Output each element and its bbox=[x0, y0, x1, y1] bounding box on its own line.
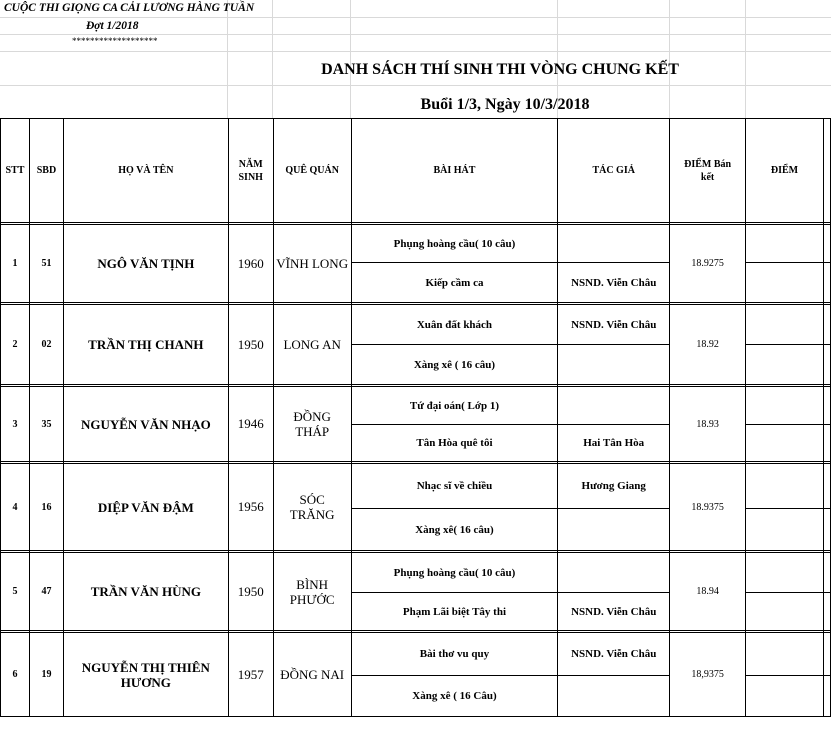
year-cell: 1957 bbox=[228, 633, 273, 717]
author-cell bbox=[558, 225, 670, 263]
song-cell: Xàng xê( 16 câu) bbox=[351, 509, 558, 551]
score-cell bbox=[746, 464, 824, 509]
stt-cell: 3 bbox=[1, 387, 30, 462]
page-title: DANH SÁCH THÍ SINH THI VÒNG CHUNG KẾT bbox=[321, 61, 679, 78]
stt-cell: 2 bbox=[1, 305, 30, 385]
stt-cell: 1 bbox=[1, 225, 30, 303]
blank-cell bbox=[823, 676, 830, 717]
col-header-sbd: SBD bbox=[29, 119, 63, 223]
hometown-cell: ĐỒNG NAI bbox=[273, 633, 351, 717]
author-cell bbox=[558, 553, 670, 593]
score-cell bbox=[746, 553, 824, 593]
hometown-cell: SÓC TRĂNG bbox=[273, 464, 351, 551]
contestant-table bbox=[0, 118, 831, 717]
col-header-stt: STT bbox=[1, 119, 30, 223]
song-cell: Xàng xê ( 16 Câu) bbox=[351, 676, 558, 717]
table-row bbox=[1, 633, 831, 676]
stt-cell: 6 bbox=[1, 633, 30, 717]
song-cell: Xuân đất khách bbox=[351, 305, 558, 345]
col-header-semifinal: ĐIỂM Bán kết bbox=[670, 119, 746, 223]
star-divider: ******************* bbox=[72, 36, 158, 46]
gridline bbox=[0, 34, 831, 35]
author-cell bbox=[558, 387, 670, 425]
name-cell: TRẦN THỊ CHANH bbox=[63, 305, 228, 385]
author-cell: NSND. Viễn Châu bbox=[558, 305, 670, 345]
name-cell: NGUYỄN VĂN NHẠO bbox=[63, 387, 228, 462]
song-cell: Xàng xê ( 16 câu) bbox=[351, 345, 558, 385]
col-header-song: BÀI HÁT bbox=[351, 119, 558, 223]
col-header-year: NĂM SINH bbox=[228, 119, 273, 223]
semifinal-score-cell: 18.93 bbox=[670, 387, 746, 462]
table-row bbox=[1, 387, 831, 425]
author-cell: Hương Giang bbox=[558, 464, 670, 509]
blank-cell bbox=[823, 464, 830, 509]
song-cell: Phụng hoàng cầu( 10 câu) bbox=[351, 225, 558, 263]
year-cell: 1950 bbox=[228, 305, 273, 385]
song-cell: Tân Hòa quê tôi bbox=[351, 425, 558, 462]
score-cell bbox=[746, 263, 824, 303]
score-cell bbox=[746, 676, 824, 717]
author-cell: NSND. Viễn Châu bbox=[558, 633, 670, 676]
sbd-cell: 02 bbox=[29, 305, 63, 385]
semifinal-score-cell: 18,9375 bbox=[670, 633, 746, 717]
author-cell: Hai Tân Hòa bbox=[558, 425, 670, 462]
year-cell: 1950 bbox=[228, 553, 273, 631]
gridline bbox=[0, 51, 831, 52]
hometown-cell: BÌNH PHƯỚC bbox=[273, 553, 351, 631]
table-header-row bbox=[1, 119, 831, 223]
table-row bbox=[1, 464, 831, 509]
semifinal-score-cell: 18.92 bbox=[670, 305, 746, 385]
table-body bbox=[1, 223, 831, 717]
sbd-cell: 47 bbox=[29, 553, 63, 631]
table-row bbox=[1, 553, 831, 593]
blank-cell bbox=[823, 263, 830, 303]
year-cell: 1946 bbox=[228, 387, 273, 462]
gridline bbox=[0, 17, 831, 18]
song-cell: Bài thơ vu quy bbox=[351, 633, 558, 676]
stt-cell: 5 bbox=[1, 553, 30, 631]
blank-cell bbox=[823, 225, 830, 263]
table-row bbox=[1, 305, 831, 345]
col-header-score: ĐIỂM bbox=[746, 119, 824, 223]
blank-cell bbox=[823, 593, 830, 631]
author-cell bbox=[558, 676, 670, 717]
hometown-cell: VĨNH LONG bbox=[273, 225, 351, 303]
author-cell bbox=[558, 509, 670, 551]
table-row bbox=[1, 225, 831, 263]
page-subtitle: Buổi 1/3, Ngày 10/3/2018 bbox=[420, 96, 590, 113]
blank-cell bbox=[823, 509, 830, 551]
col-header-author: TÁC GIẢ bbox=[558, 119, 670, 223]
contest-name: CUỘC THI GIỌNG CA CẢI LƯƠNG HÀNG TUẦN bbox=[4, 2, 255, 14]
score-cell bbox=[746, 593, 824, 631]
semifinal-score-cell: 18.9275 bbox=[670, 225, 746, 303]
score-cell bbox=[746, 509, 824, 551]
semifinal-score-cell: 18.9375 bbox=[670, 464, 746, 551]
col-header-blank bbox=[823, 119, 830, 223]
score-cell bbox=[746, 225, 824, 263]
sbd-cell: 19 bbox=[29, 633, 63, 717]
semifinal-score-cell: 18.94 bbox=[670, 553, 746, 631]
hometown-cell: ĐỒNG THÁP bbox=[273, 387, 351, 462]
name-cell: TRẦN VĂN HÙNG bbox=[63, 553, 228, 631]
author-cell: NSND. Viễn Châu bbox=[558, 593, 670, 631]
year-cell: 1956 bbox=[228, 464, 273, 551]
song-cell: Phạm Lãi biệt Tây thi bbox=[351, 593, 558, 631]
stt-cell: 4 bbox=[1, 464, 30, 551]
score-cell bbox=[746, 345, 824, 385]
score-cell bbox=[746, 425, 824, 462]
author-cell: NSND. Viễn Châu bbox=[558, 263, 670, 303]
name-cell: DIỆP VĂN ĐẬM bbox=[63, 464, 228, 551]
year-cell: 1960 bbox=[228, 225, 273, 303]
blank-cell bbox=[823, 345, 830, 385]
song-cell: Kiếp cầm ca bbox=[351, 263, 558, 303]
blank-cell bbox=[823, 633, 830, 676]
name-cell: NGUYỄN THỊ THIÊN HƯƠNG bbox=[63, 633, 228, 717]
blank-cell bbox=[823, 553, 830, 593]
song-cell: Nhạc sĩ về chiều bbox=[351, 464, 558, 509]
blank-cell bbox=[823, 387, 830, 425]
song-cell: Phụng hoàng cầu( 10 câu) bbox=[351, 553, 558, 593]
col-header-name: HỌ VÀ TÊN bbox=[63, 119, 228, 223]
blank-cell bbox=[823, 425, 830, 462]
score-cell bbox=[746, 387, 824, 425]
name-cell: NGÔ VĂN TỊNH bbox=[63, 225, 228, 303]
song-cell: Tứ đại oán( Lớp 1) bbox=[351, 387, 558, 425]
sbd-cell: 51 bbox=[29, 225, 63, 303]
score-cell bbox=[746, 633, 824, 676]
gridline bbox=[0, 85, 831, 86]
blank-cell bbox=[823, 305, 830, 345]
author-cell bbox=[558, 345, 670, 385]
score-cell bbox=[746, 305, 824, 345]
hometown-cell: LONG AN bbox=[273, 305, 351, 385]
round-label: Đợt 1/2018 bbox=[86, 20, 139, 32]
sbd-cell: 16 bbox=[29, 464, 63, 551]
sbd-cell: 35 bbox=[29, 387, 63, 462]
col-header-hometown: QUÊ QUÁN bbox=[273, 119, 351, 223]
